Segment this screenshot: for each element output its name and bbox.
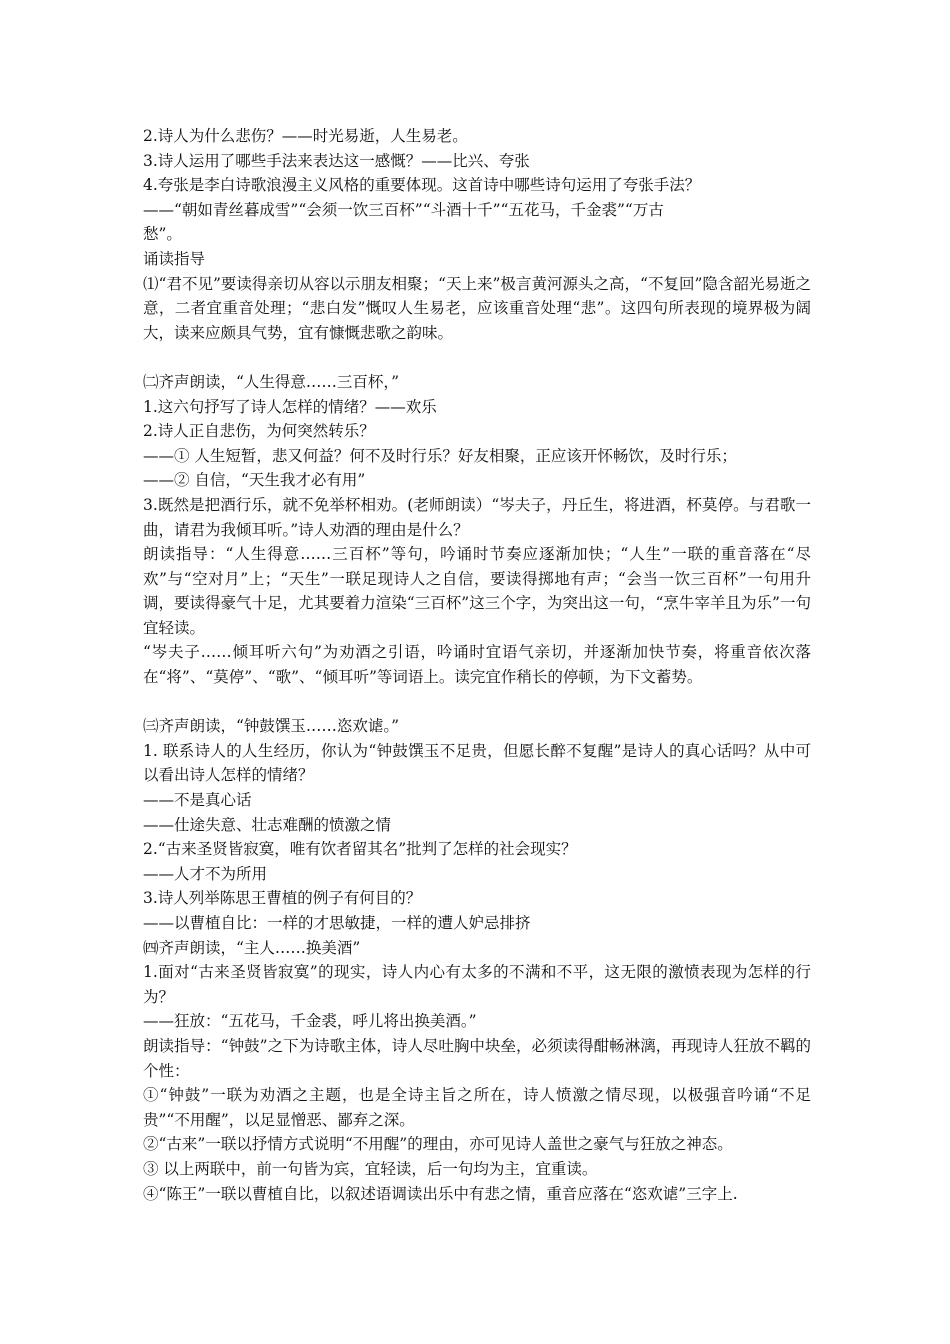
section-4-guide: 朗读指导：“钟鼓”之下为诗歌主体，诗人尽吐胸中块垒，必须读得酣畅淋漓，再现诗人狂放不羁的个性： xyxy=(143,1036,811,1080)
section-3-heading: ㈢齐声朗读，“钟鼓馔玉……恣欢谑。” xyxy=(143,717,400,736)
section-2-answer-2b: ——② 自信，“天生我才必有用” xyxy=(143,471,366,490)
section-2-guide-2: “岑夫子……倾耳听六句”为劝酒之引语，吟诵时宜语气亲切，并逐渐加快节奏，将重音依次落在“将”、“莫停”、“歌”、“倾耳听”等词语上。读完宜作稍长的停顿，为下文蓄势。 xyxy=(143,643,811,687)
section-2-heading: ㈡齐声朗读，“人生得意……三百杯，” xyxy=(143,372,400,391)
section-3-answer-1a: ——不是真心话 xyxy=(143,791,252,810)
section-4-point-3: ③ 以上两联中，前一句皆为宾，宜轻读，后一句均为主，宜重读。 xyxy=(143,1159,598,1178)
section-2-question-2: 2.诗人正自悲伤，为何突然转乐？ xyxy=(143,422,375,441)
document-page xyxy=(143,124,811,1206)
spacer xyxy=(143,345,811,370)
section-3-question-1: 1. 联系诗人的人生经历，你认为“钟鼓馔玉不足贵，但愿长醉不复醒”是诗人的真心话吗？从中可以看出诗人怎样的情绪？ xyxy=(143,741,811,785)
section-4-answer-1: ——狂放：“五花马，千金裘，呼儿将出换美酒。” xyxy=(143,1012,477,1031)
section-2-question-3: 3.既然是把酒行乐，就不免举杯相劝。(老师朗读）“岑夫子，丹丘生，将进酒，杯莫停。与君歌一曲，请君为我倾耳听。”诗人劝酒的理由是什么？ xyxy=(143,495,811,539)
section-2-answer-2a: ——① 人生短暂，悲又何益？何不及时行乐？好友相聚，正应该开怀畅饮，及时行乐； xyxy=(143,446,737,465)
question-3: 3.诗人运用了哪些手法来表达这一感慨？——比兴、夸张 xyxy=(143,151,530,170)
section-3-question-3: 3.诗人列举陈思王曹植的例子有何目的？ xyxy=(143,889,422,908)
question-2: 2.诗人为什么悲伤？——时光易逝，人生易老。 xyxy=(143,127,468,145)
section-3-question-2: 2.“古来圣贤皆寂寞，唯有饮者留其名”批判了怎样的社会现实？ xyxy=(143,840,577,859)
question-4: 4.夸张是李白诗歌浪漫主义风格的重要体现。这首诗中哪些诗句运用了夸张手法？ xyxy=(143,176,701,195)
section-3-answer-1b: ——仕途失意、壮志难酬的愤激之情 xyxy=(143,815,392,834)
section-4-question-1: 1.面对“古来圣贤皆寂寞”的现实，诗人内心有太多的不满和不平，这无限的激愤表现为怎样的行为？ xyxy=(143,963,811,1006)
section-4-heading: ㈣齐声朗读，“主人……换美酒” xyxy=(143,938,361,957)
answer-4-line-2: 愁”。 xyxy=(143,225,182,244)
section-4-point-4: ④“陈王”一联以曹植自比，以叙述语调读出乐中有悲之情，重音应落在“恣欢谑”三字上. xyxy=(143,1184,738,1203)
reading-guide-text: ⑴“君不见”要读得亲切从容以示朋友相聚；“天上来”极言黄河源头之高，“不复回”隐含韶光易逝之意，二者宜重音处理；“悲白发”慨叹人生易老，应该重音处理“悲”。这四句所表现的境界极为阔大，读来应颇具气势，宜有慷慨悲歌之韵味。 xyxy=(143,274,811,342)
spacer xyxy=(143,690,811,715)
reading-guide-title: 诵读指导 xyxy=(143,249,206,268)
section-2-guide-1: 朗读指导：“人生得意……三百杯”等句，吟诵时节奏应逐渐加快；“人生”一联的重音落在“尽欢”与“空对月”上；“天生”一联足现诗人之自信，要读得掷地有声；“会当一饮三百杯”一句用升调，要读得豪气十足，尤其要着力渲染“三百杯”这三个字，为突出这一句，“烹牛宰羊且为乐”一句宜轻读。 xyxy=(143,545,811,637)
section-3-answer-3: ——以曹植自比：一样的才思敏捷，一样的遭人妒忌排挤 xyxy=(143,914,531,932)
section-4-point-2: ②“古来”一联以抒情方式说明“不用醒”的理由，亦可见诗人盖世之豪气与狂放之神态。 xyxy=(143,1135,733,1154)
section-4-point-1: ①“钟鼓”一联为劝酒之主题，也是全诗主旨之所在，诗人愤激之情尽现，以极强音吟诵“不足贵”“不用醒”，以足显憎恶、鄙弃之深。 xyxy=(143,1086,811,1129)
answer-4-line-1: ——“朝如青丝暮成雪”“会须一饮三百杯”“斗酒十千”“五花马，千金裘”“万古 xyxy=(143,200,664,219)
section-3-answer-2: ——人才不为所用 xyxy=(143,864,268,883)
section-2-question-1: 1.这六句抒写了诗人怎样的情绪？——欢乐 xyxy=(143,397,437,416)
